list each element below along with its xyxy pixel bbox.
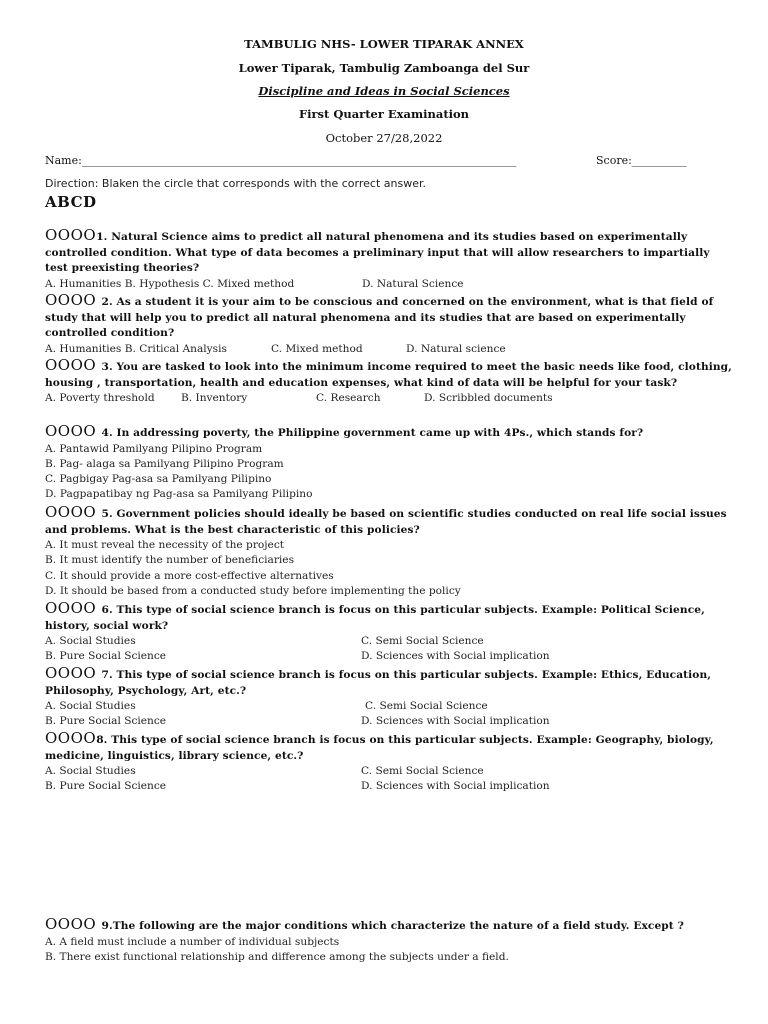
option-b: B. Pure Social Science	[45, 780, 167, 792]
question-stem	[45, 601, 735, 634]
question-6	[45, 601, 735, 665]
option-c: C. It should provide a more cost-effective alternatives	[45, 569, 334, 582]
question-stem	[45, 917, 735, 935]
option-abc: A. Humanities B. Hypothesis C. Mixed method	[45, 277, 295, 290]
question-stem	[45, 293, 735, 342]
exam-date: October 27/28,2022	[325, 131, 443, 145]
answer-bubbles[interactable]: OOOO	[45, 226, 97, 244]
question-stem	[45, 505, 735, 538]
question-stem	[45, 666, 735, 699]
option-a: A. Poverty threshold	[45, 392, 155, 404]
option-a: A. A field must include a number of individual subjects	[45, 935, 340, 948]
question-text: 4. In addressing poverty, the Philippine government came up with 4Ps., which stands for?	[101, 427, 644, 439]
answer-bubbles[interactable]: OOOO	[45, 915, 102, 933]
question-text: 8. This type of social science branch is focus on this particular subjects. Example: Geography, biology, medicine, linguistics, library science, etc.?	[45, 734, 714, 762]
score-field[interactable]: Score:__________	[596, 154, 687, 167]
question-stem	[45, 424, 735, 442]
question-3	[45, 358, 735, 406]
exam-title: First Quarter Examination	[298, 107, 470, 121]
answer-bubbles[interactable]: OOOO	[45, 291, 102, 309]
question-text: 3. You are tasked to look into the minimum income required to meet the basic needs like food, clothing, housing , transportation, health and education expenses, what kind of data will be helpful for your task?	[45, 361, 732, 389]
option-a: A. Social Studies	[45, 700, 136, 712]
answer-bubbles[interactable]: OOOO	[45, 664, 102, 682]
question-stem	[45, 731, 735, 764]
direction-text: Direction: Blaken the circle that corresponds with the correct answer.	[45, 177, 426, 190]
options-grid	[45, 634, 735, 665]
answer-bubbles[interactable]: OOOO	[45, 729, 97, 747]
question-text: 7. This type of social science branch is focus on this particular subjects. Example: Ethics, Education, Philosophy, Psychology, Art, etc.?	[45, 669, 712, 697]
question-5	[45, 505, 735, 599]
options-row	[45, 342, 735, 357]
options-grid	[45, 764, 735, 795]
question-text: 5. Government policies should ideally be based on scientific studies conducted on real life social issues and problems. What is the best characteristic of this policies?	[45, 508, 727, 536]
answer-column-header: ABCD	[45, 193, 97, 211]
question-text: 9.The following are the major conditions which characterize the nature of a field study. Except ?	[101, 920, 684, 932]
option-d: D. Sciences with Social implication	[361, 780, 550, 792]
name-field[interactable]: Name:_______________________________________________________________________________	[45, 154, 517, 167]
option-b: B. Pure Social Science	[45, 650, 167, 662]
options-row	[45, 277, 735, 292]
option-c: C. Semi Social Science	[361, 765, 484, 777]
question-2	[45, 293, 735, 357]
option-ab: A. Humanities B. Critical Analysis	[45, 342, 227, 355]
option-d: D. Scribbled documents	[424, 392, 553, 404]
option-c: C. Semi Social Science	[365, 700, 488, 712]
question-text: 6. This type of social science branch is focus on this particular subjects. Example: Political Science, history, social work?	[45, 604, 705, 632]
question-9	[45, 917, 735, 965]
question-8	[45, 731, 735, 795]
answer-bubbles[interactable]: OOOO	[45, 422, 102, 440]
question-stem	[45, 358, 735, 391]
option-a: A. Social Studies	[45, 765, 136, 777]
school-address: Lower Tiparak, Tambulig Zamboanga del Sur	[238, 61, 530, 75]
answer-bubbles[interactable]: OOOO	[45, 356, 102, 374]
option-d: D. Natural science	[406, 342, 506, 355]
question-4	[45, 424, 735, 503]
question-stem	[45, 228, 735, 277]
options-grid	[45, 699, 735, 730]
option-a: A. It must reveal the necessity of the project	[45, 539, 285, 551]
option-c: C. Research	[316, 392, 381, 404]
option-c: C. Pagbigay Pag-asa sa Pamilyang Pilipino	[45, 473, 272, 486]
option-c: C. Mixed method	[271, 342, 363, 355]
question-1	[45, 228, 735, 292]
option-b: B. Pag- alaga sa Pamilyang Pilipino Program	[45, 457, 284, 470]
answer-bubbles[interactable]: OOOO	[45, 599, 102, 617]
option-c: C. Semi Social Science	[361, 635, 484, 647]
school-name: TAMBULIG NHS- LOWER TIPARAK ANNEX	[244, 37, 524, 51]
option-a: A. Social Studies	[45, 635, 136, 647]
question-text: 1. Natural Science aims to predict all natural phenomena and its studies based on experimentally controlled condition. What type of data becomes a preliminary input that will allow researchers to impartially test preexisting theories?	[45, 231, 710, 274]
option-a: A. Pantawid Pamilyang Pilipino Program	[45, 442, 263, 455]
option-d: D. Sciences with Social implication	[361, 650, 550, 662]
option-b: B. It must identify the number of beneficiaries	[45, 554, 294, 567]
option-d: D. Pagpapatibay ng Pag-asa sa Pamilyang Pilipino	[45, 488, 313, 501]
option-d: D. It should be based from a conducted study before implementing the policy	[45, 584, 461, 597]
option-b: B. There exist functional relationship and difference among the subjects under a field.	[45, 950, 509, 963]
question-text: 2. As a student it is your aim to be conscious and concerned on the environment, what is that field of study that will help you to predict all natural phenomena and its studies that are based on experimentally controlled condition?	[45, 296, 714, 339]
options-row	[45, 391, 735, 406]
subject-title: Discipline and Ideas in Social Sciences	[258, 84, 510, 98]
option-d: D. Natural Science	[362, 277, 464, 290]
question-7	[45, 666, 735, 730]
option-b: B. Inventory	[181, 392, 248, 404]
answer-bubbles[interactable]: OOOO	[45, 503, 102, 521]
option-b: B. Pure Social Science	[45, 715, 167, 727]
option-d: D. Sciences with Social implication	[361, 715, 550, 727]
